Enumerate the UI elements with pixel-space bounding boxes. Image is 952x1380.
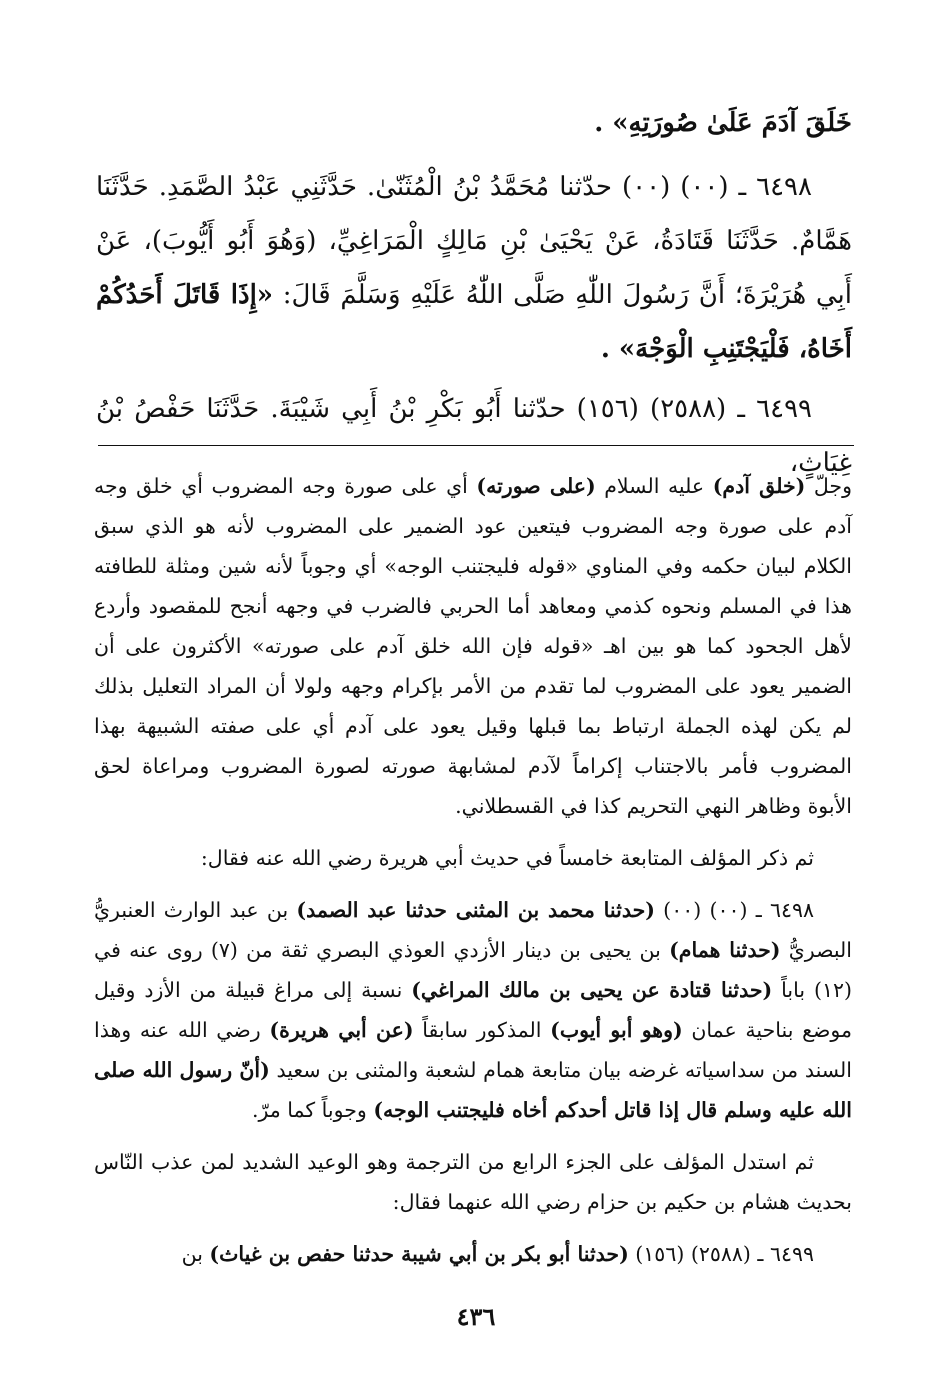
commentary-paragraph-1	[94, 466, 852, 826]
commentary-quote: (حدثنا محمد بن المثنى حدثنا عبد الصمد)	[296, 898, 655, 922]
commentary-quote: (عن أبي هريرة)	[269, 1018, 414, 1042]
hadith-6498-isnad: ٦٤٩٨ ـ (٠٠) (٠٠) حدّثنا مُحَمَّدُ بْنُ الْمُثَنّىٰ. حَدَّثَنِي عَبْدُ الصَّمَدِ. حَدَّثَنَا هَمَّامٌ. حَدَّثَنَا قَتَادَةُ، عَنْ يَحْيَىٰ بْنِ مَالِكٍ الْمَرَاغِيِّ، (وَهُوَ أَبُو أَيُّوبَ)، عَنْ أَبِي هُرَيْرَةَ؛ أَنَّ رَسُولَ اللّٰهِ صَلَّى اللّٰهُ عَلَيْهِ وَسَلَّمَ قَالَ:	[96, 172, 853, 310]
commentary-text: عليه السلام	[595, 474, 713, 498]
commentary-quote: (حدثنا همام)	[669, 938, 781, 962]
hadith-6498-paragraph	[96, 160, 852, 376]
commentary-text: بن	[181, 1242, 210, 1266]
commentary-text: وجلّ	[805, 474, 853, 498]
hadith-6499-isnad: ٦٤٩٩ ـ (٢٥٨٨) (١٥٦) حدّثنا أَبُو بَكْرِ بْنُ أَبِي شَيْبَةَ. حَدَّثَنَا حَفْصُ بْنُ غِيَاثٍ،	[96, 394, 852, 478]
commentary-text: ٦٤٩٩ ـ (٢٥٨٨) (١٥٦)	[628, 1242, 814, 1266]
commentary-text: أي على صورة وجه المضروب أي خلق وجه آدم على صورة وجه المضروب فيتعين عود الضمير على المضروب لأنه هو الذي سبق الكلام لبيان حكمه وفي المناوي «قوله فليجتنب الوجه» أي وجوباً لأنه شين ومثلة للطافته هذا في المسلم ونحوه كذمي ومعاهد أما الحربي فالضرب في وجهه أنجح للمقصود وأردع لأهل الجحود كما هو بين اهـ «قوله فإن الله خلق آدم على صورته» الأكثرون على أن الضمير يعود على المضروب لما تقدم من الأمر بإكرام وجهه ولولا أن المراد التعليل بذلك لم يكن لهذه الجملة ارتباط بما قبلها وقيل يعود على آدم أي على صفته الشبيهة بهذا المضروب فأمر بالاجتناب إكراماً لآدم لمشابهة صورته لصورة المضروب ومراعاة لحق الأبوة وظاهر النهي التحريم كذا في القسطلاني.	[94, 474, 852, 818]
commentary-quote: (حدثنا قتادة عن يحيى بن مالك المراغي)	[411, 978, 773, 1002]
commentary-text: ٦٤٩٨ ـ (٠٠) (٠٠)	[654, 898, 814, 922]
commentary-quote: (خلق آدم)	[712, 474, 806, 498]
commentary-quote: (وهو أبو أيوب)	[550, 1018, 683, 1042]
commentary-text: ثم ذكر المؤلف المتابعة خامساً في حديث أبي هريرة رضي الله عنه فقال:	[200, 846, 814, 870]
hadith-6497-ending: خَلَقَ آدَمَ عَلَىٰ صُورَتِهِ» .	[594, 108, 852, 138]
hadith-6498-matn: «إِذَا قَاتَلَ أَحَدُكُمْ أَخَاهُ، فَلْيَجْتَنِبِ الْوَجْهَ» .	[96, 280, 852, 364]
footnote-divider	[98, 445, 854, 446]
commentary-quote: (أنّ رسول الله صلى الله عليه وسلم قال إذا قاتل أحدكم أخاه فليجتنب الوجه)	[94, 1058, 852, 1122]
commentary-text: رضي الله عنه وهذا السند من سداسياته غرضه بيان متابعة همام لشعبة والمثنى بن سعيد	[94, 1018, 852, 1082]
commentary-text: بن يحيى بن دينار الأزدي العوذي البصري ثقة من (٧) روى عنه في (١٢) باباً	[94, 938, 852, 1002]
commentary-block	[94, 466, 852, 1274]
hadith-text-block	[96, 96, 852, 490]
page-number: ٤٣٦	[456, 1302, 496, 1331]
commentary-text: وجوباً كما مرّ.	[251, 1098, 374, 1122]
commentary-quote: (على صورته)	[476, 474, 596, 498]
commentary-text: ثم استدل المؤلف على الجزء الرابع من الترجمة وهو الوعيد الشديد لمن عذب النّاس بحديث هشام بن حكيم بن حزام رضي الله عنهما فقال:	[94, 1150, 852, 1214]
hadith-continuation-line	[96, 96, 852, 150]
commentary-quote: (حدثنا أبو بكر بن أبي شيبة حدثنا حفص بن غياث)	[209, 1242, 629, 1266]
commentary-text: نسبة إلى مراغ قبيلة من الأزد وقيل موضع بناحية عمان	[94, 978, 852, 1042]
commentary-paragraph-3	[94, 890, 852, 1130]
commentary-text: بن عبد الوارث العنبريُّ البصريُّ	[94, 898, 853, 962]
commentary-paragraph-5	[94, 1234, 852, 1274]
commentary-text: المذكور سابقاً	[413, 1018, 551, 1042]
commentary-paragraph-4	[94, 1142, 852, 1222]
commentary-paragraph-2	[94, 838, 852, 878]
